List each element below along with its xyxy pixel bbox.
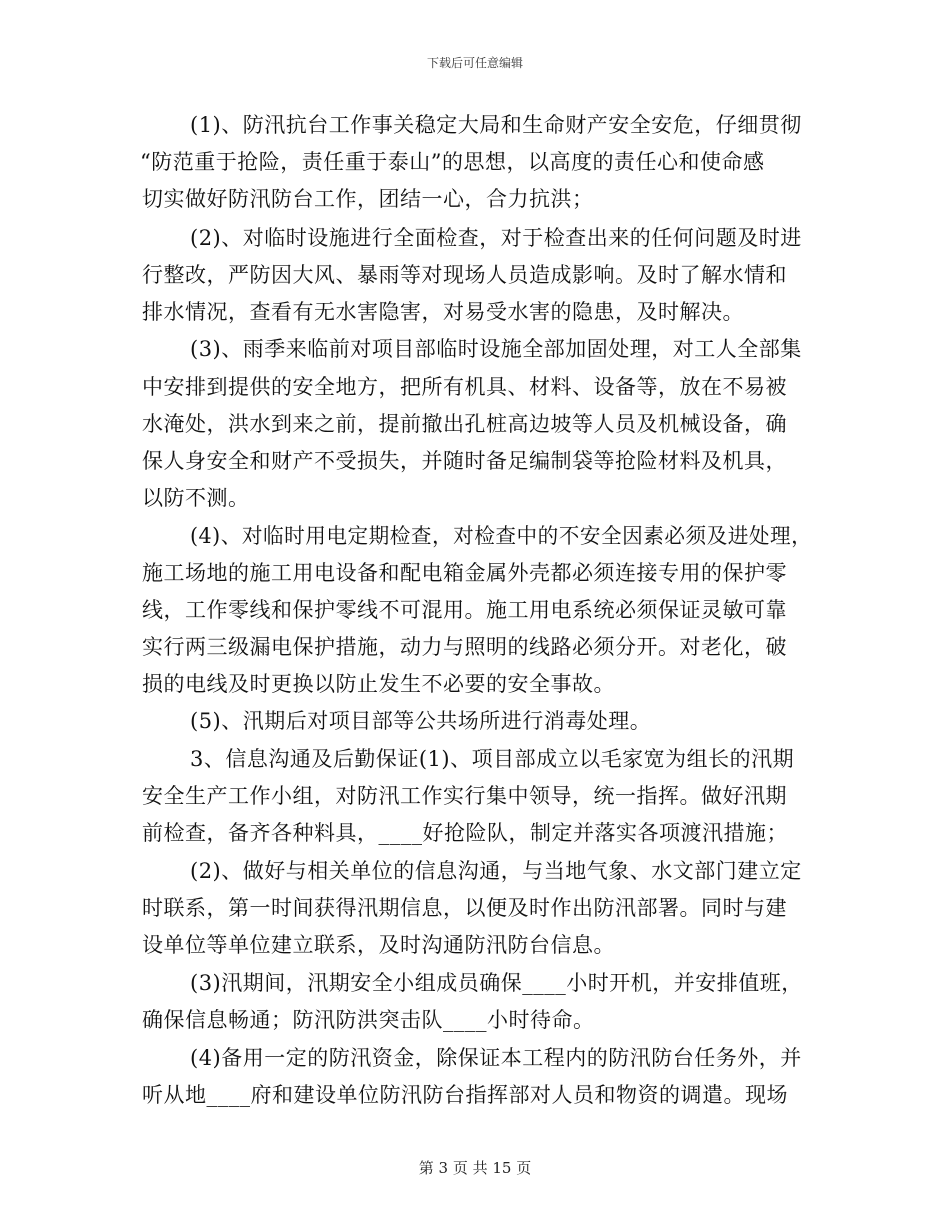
text-line: 保人身安全和财产不受损失，并随时备足编制袋等抢险材料及机具， [142, 449, 787, 473]
text-line: 实行两三级漏电保护措施，动力与照明的线路必须分开。对老化，破 [142, 635, 787, 659]
page-header: 下载后可任意编辑 [426, 56, 523, 70]
text-line: (3)汛期间，汛期安全小组成员确保____小时开机，并安排值班， [190, 971, 803, 995]
text-line: (4)、对临时用电定期检查，对检查中的不安全因素必须及进处理， [190, 524, 813, 548]
text-line: 听从地____府和建设单位防汛防台指挥部对人员和物资的调遣。现场 [142, 1083, 788, 1107]
text-line: 前检查，备齐各种料具，____好抢险队，制定并落实各项渡汛措施； [142, 821, 788, 845]
text-line: (5)、汛期后对项目部等公共场所进行消毒处理。 [190, 709, 652, 733]
text-line: 安全生产工作小组，对防汛工作实行集中领导，统一指挥。做好汛期 [142, 784, 787, 808]
text-line: 3、信息沟通及后勤保证(1)、项目部成立以毛家宽为组长的汛期 [190, 747, 795, 771]
text-line: (3)、雨季来临前对项目部临时设施全部加固处理，对工人全部集 [190, 337, 802, 361]
text-line: (4)备用一定的防汛资金，除保证本工程内的防汛防台任务外，并 [190, 1046, 802, 1070]
text-line: (2)、做好与相关单位的信息沟通，与当地气象、水文部门建立定 [190, 859, 802, 883]
text-line: 时联系，第一时间获得汛期信息，以便及时作出防汛部署。同时与建 [142, 896, 787, 920]
text-line: 损的电线及时更换以防止发生不必要的安全事故。 [142, 672, 615, 696]
text-line: 行整改，严防因大风、暴雨等对现场人员造成影响。及时了解水情和 [142, 263, 787, 287]
text-line: 施工场地的施工用电设备和配电箱金属外壳都必须连接专用的保护零 [142, 561, 787, 585]
text-line: “防范重于抢险，责任重于泰山”的思想，以高度的责任心和使命感 [140, 150, 765, 174]
text-line: 设单位等单位建立联系，及时沟通防汛防台信息。 [142, 933, 615, 957]
text-line: 中安排到提供的安全地方，把所有机具、材料、设备等，放在不易被 [142, 375, 787, 399]
text-line: 线，工作零线和保护零线不可混用。施工用电系统必须保证灵敏可靠 [142, 598, 787, 622]
text-line: 以防不测。 [142, 486, 250, 510]
text-line: 水淹处，洪水到来之前，提前撤出孔桩高边坡等人员及机械设备，确 [142, 412, 787, 436]
text-line: 排水情况，查看有无水害隐害，对易受水害的隐患，及时解决。 [142, 300, 744, 324]
page-number-footer: 第 3 页 共 15 页 [418, 1159, 532, 1177]
text-line: 切实做好防汛防台工作，团结一心，合力抗洪； [142, 187, 594, 211]
text-line: (1)、防汛抗台工作事关稳定大局和生命财产安全安危，仔细贯彻 [190, 113, 802, 137]
text-line: 确保信息畅通；防汛防洪突击队____小时待命。 [142, 1008, 595, 1032]
text-line: (2)、对临时设施进行全面检查，对于检查出来的任何问题及时进 [190, 226, 802, 250]
